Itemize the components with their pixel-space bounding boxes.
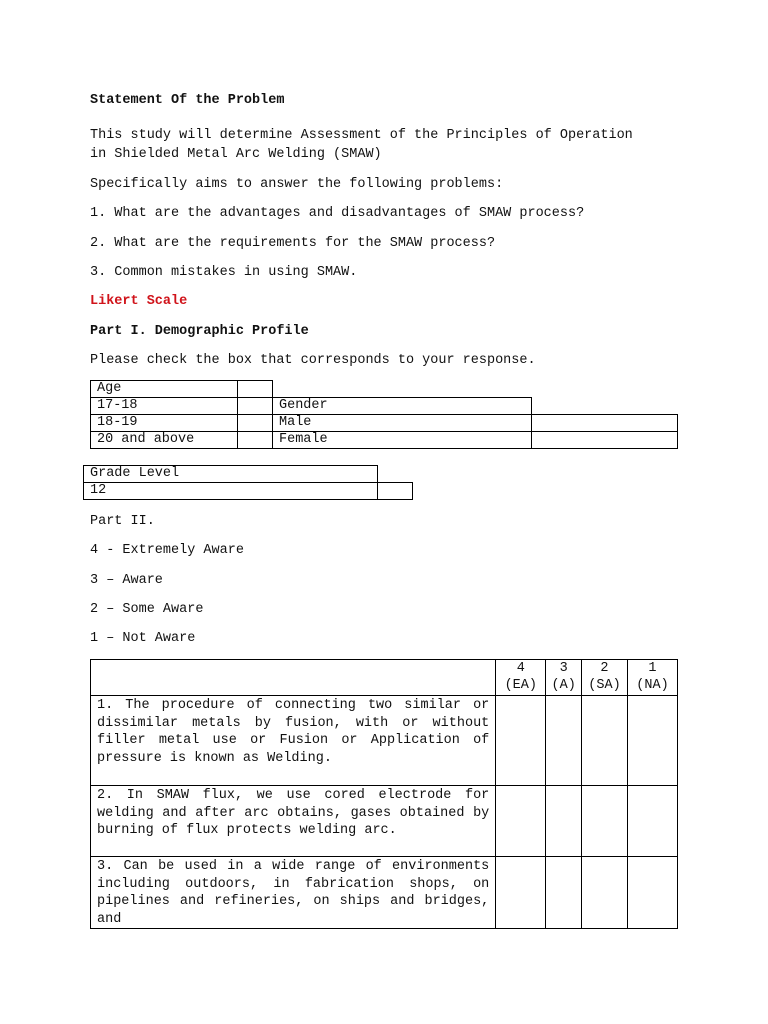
rating-cell[interactable] xyxy=(627,857,677,929)
gender-option: Female xyxy=(273,432,532,449)
scale-item: 3 – Aware xyxy=(90,573,163,588)
scale-item: 1 – Not Aware xyxy=(90,631,196,646)
instruction-text: Please check the box that corresponds to your response. xyxy=(90,353,536,368)
rating-cell[interactable] xyxy=(627,696,677,786)
likert-table xyxy=(90,659,678,929)
column-header xyxy=(582,660,628,696)
rating-cell[interactable] xyxy=(496,857,546,929)
column-header xyxy=(627,660,677,696)
intro-line-1: This study will determine Assessment of the Principles of Operation xyxy=(90,128,633,143)
column-abbr: (NA) xyxy=(636,678,669,693)
age-option: 17-18 xyxy=(91,398,238,415)
problem-item: 3. Common mistakes in using SMAW. xyxy=(90,265,358,280)
statement-cell: 2. In SMAW flux, we use cored electrode for welding and after arc obtains, gases obtained by burning of flux protects welding arc. xyxy=(91,786,496,857)
statement-cell: 3. Can be used in a wide range of environments including outdoors, in fabrication shops, on pipelines and refineries, on ships and bridges, and xyxy=(91,857,496,929)
grade-label: Grade Level xyxy=(84,466,378,483)
scale-item: 4 - Extremely Aware xyxy=(90,543,244,558)
checkbox-cell[interactable] xyxy=(531,415,677,432)
column-abbr: (SA) xyxy=(588,678,621,693)
age-option: 18-19 xyxy=(91,415,238,432)
gender-option: Male xyxy=(273,415,532,432)
column-abbr: (EA) xyxy=(504,678,537,693)
rating-cell[interactable] xyxy=(546,786,582,857)
intro-line-2: in Shielded Metal Arc Welding (SMAW) xyxy=(90,147,382,162)
problem-item: 2. What are the requirements for the SMAW process? xyxy=(90,236,496,251)
checkbox-cell[interactable] xyxy=(238,398,273,415)
header-blank-cell xyxy=(91,660,496,696)
column-number: 2 xyxy=(600,661,609,676)
part2-heading: Part II. xyxy=(90,514,155,529)
aims-text: Specifically aims to answer the following problems: xyxy=(90,177,504,192)
rating-cell[interactable] xyxy=(546,696,582,786)
rating-cell[interactable] xyxy=(546,857,582,929)
column-number: 3 xyxy=(559,661,568,676)
gender-label: Gender xyxy=(273,398,532,415)
grade-level-table xyxy=(83,465,413,500)
checkbox-cell[interactable] xyxy=(531,432,677,449)
checkbox-cell[interactable] xyxy=(238,432,273,449)
table-row xyxy=(91,857,678,929)
age-option: 20 and above xyxy=(91,432,238,449)
column-header xyxy=(496,660,546,696)
column-number: 1 xyxy=(648,661,657,676)
checkbox-cell[interactable] xyxy=(238,381,273,398)
table-row xyxy=(91,696,678,786)
section-heading: Statement Of the Problem xyxy=(90,93,285,108)
table-row xyxy=(91,786,678,857)
likert-heading: Likert Scale xyxy=(90,294,188,309)
column-abbr: (A) xyxy=(551,678,576,693)
rating-cell[interactable] xyxy=(582,696,628,786)
column-header xyxy=(546,660,582,696)
rating-cell[interactable] xyxy=(496,786,546,857)
column-number: 4 xyxy=(516,661,525,676)
rating-cell[interactable] xyxy=(582,786,628,857)
checkbox-cell[interactable] xyxy=(238,415,273,432)
statement-cell: 1. The procedure of connecting two similar or dissimilar metals by fusion, with or without filler metal use or Fusion or Application of pressure is known as Welding. xyxy=(91,696,496,786)
rating-cell[interactable] xyxy=(627,786,677,857)
part1-heading: Part I. Demographic Profile xyxy=(90,324,309,339)
scale-item: 2 – Some Aware xyxy=(90,602,204,617)
rating-cell[interactable] xyxy=(496,696,546,786)
age-gender-table xyxy=(90,380,678,449)
checkbox-cell[interactable] xyxy=(378,483,413,500)
problem-item: 1. What are the advantages and disadvantages of SMAW process? xyxy=(90,206,585,221)
grade-option: 12 xyxy=(84,483,378,500)
age-label: Age xyxy=(91,381,238,398)
rating-cell[interactable] xyxy=(582,857,628,929)
